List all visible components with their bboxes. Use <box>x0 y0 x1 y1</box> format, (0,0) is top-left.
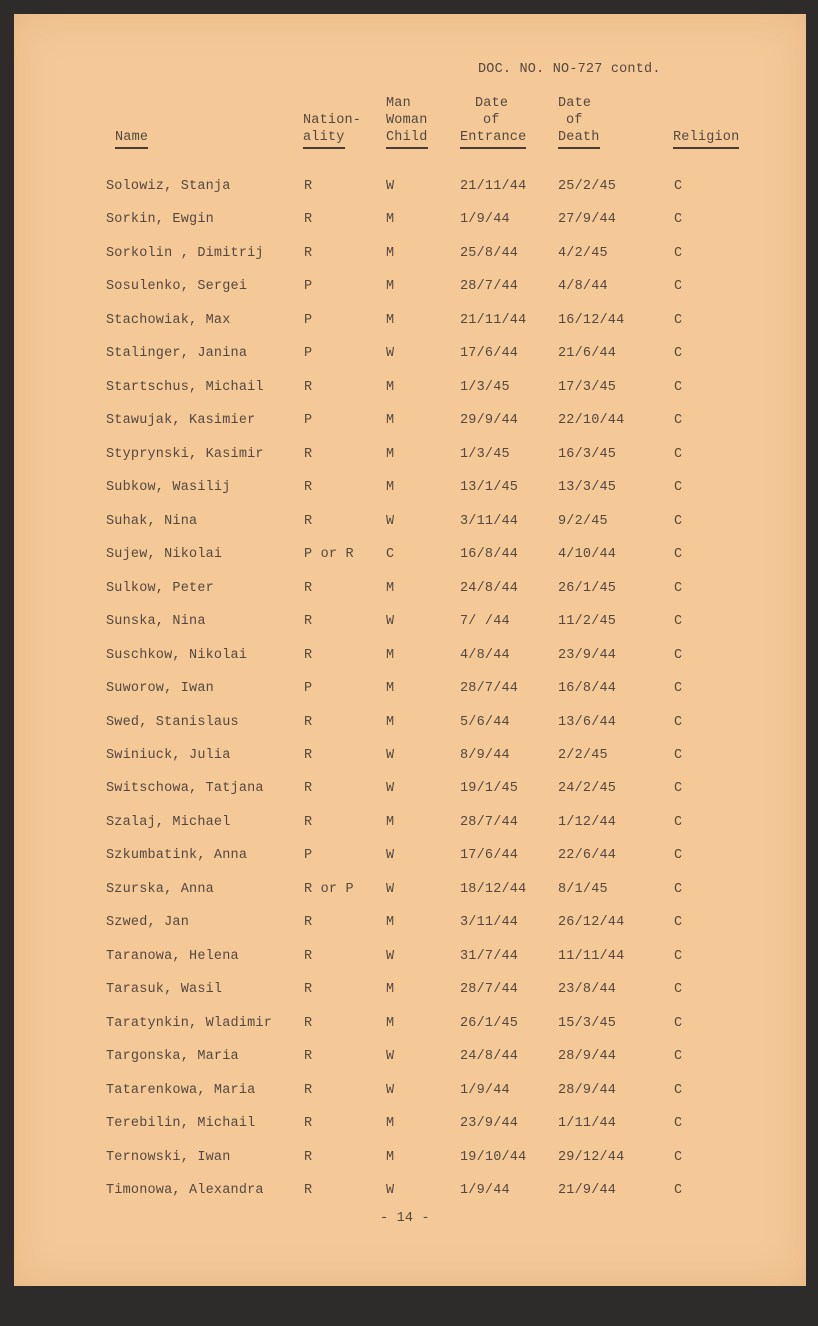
religion-cell: C <box>674 1183 683 1198</box>
nationality-cell: R <box>304 1150 313 1165</box>
nationality-cell: R <box>304 480 313 495</box>
nationality-cell: R <box>304 949 313 964</box>
religion-cell: C <box>674 514 683 529</box>
nationality-cell: P <box>304 681 313 696</box>
mwc-cell: M <box>386 715 395 730</box>
mwc-cell: M <box>386 648 395 663</box>
header-mwc-line-2: Woman <box>386 113 428 128</box>
entrance-date-cell: 19/10/44 <box>460 1150 527 1165</box>
religion-cell: C <box>674 1016 683 1031</box>
mwc-cell: W <box>386 514 395 529</box>
religion-cell: C <box>674 1150 683 1165</box>
name-cell: Ternowski, Iwan <box>106 1150 231 1165</box>
entrance-date-cell: 1/9/44 <box>460 1183 510 1198</box>
mwc-cell: M <box>386 982 395 997</box>
entrance-date-cell: 19/1/45 <box>460 781 519 796</box>
name-cell: Suhak, Nina <box>106 514 198 529</box>
header-death-line-2: of <box>566 113 583 128</box>
header-mwc-line-1: Man <box>386 96 411 111</box>
entrance-date-cell: 28/7/44 <box>460 815 519 830</box>
mwc-cell: M <box>386 1150 395 1165</box>
entrance-date-cell: 5/6/44 <box>460 715 510 730</box>
entrance-date-cell: 1/9/44 <box>460 212 510 227</box>
mwc-cell: W <box>386 614 395 629</box>
document-page <box>14 14 806 1286</box>
entrance-date-cell: 17/6/44 <box>460 848 519 863</box>
nationality-cell: R <box>304 614 313 629</box>
entrance-date-cell: 21/11/44 <box>460 179 527 194</box>
name-cell: Subkow, Wasilij <box>106 480 231 495</box>
mwc-cell: M <box>386 581 395 596</box>
nationality-cell: P <box>304 313 313 328</box>
header-religion: Religion <box>673 130 739 149</box>
mwc-cell: W <box>386 1083 395 1098</box>
mwc-cell: M <box>386 1016 395 1031</box>
mwc-cell: M <box>386 915 395 930</box>
religion-cell: C <box>674 179 683 194</box>
name-cell: Suworow, Iwan <box>106 681 214 696</box>
mwc-cell: W <box>386 848 395 863</box>
religion-cell: C <box>674 915 683 930</box>
nationality-cell: R <box>304 581 313 596</box>
death-date-cell: 8/1/45 <box>558 882 608 897</box>
death-date-cell: 4/8/44 <box>558 279 608 294</box>
religion-cell: C <box>674 949 683 964</box>
entrance-date-cell: 28/7/44 <box>460 681 519 696</box>
name-cell: Taranowa, Helena <box>106 949 239 964</box>
doc-number: DOC. NO. NO-727 contd. <box>478 62 661 77</box>
nationality-cell: R <box>304 982 313 997</box>
header-entrance-line-3: Entrance <box>460 130 526 149</box>
entrance-date-cell: 28/7/44 <box>460 279 519 294</box>
nationality-cell: P or R <box>304 547 354 562</box>
nationality-cell: R <box>304 246 313 261</box>
entrance-date-cell: 29/9/44 <box>460 413 519 428</box>
mwc-cell: M <box>386 380 395 395</box>
religion-cell: C <box>674 982 683 997</box>
name-cell: Switschowa, Tatjana <box>106 781 264 796</box>
mwc-cell: M <box>386 279 395 294</box>
religion-cell: C <box>674 1083 683 1098</box>
name-cell: Swiniuck, Julia <box>106 748 231 763</box>
mwc-cell: M <box>386 815 395 830</box>
religion-cell: C <box>674 212 683 227</box>
death-date-cell: 16/12/44 <box>558 313 625 328</box>
death-date-cell: 29/12/44 <box>558 1150 625 1165</box>
name-cell: Tarasuk, Wasil <box>106 982 223 997</box>
mwc-cell: M <box>386 480 395 495</box>
death-date-cell: 16/3/45 <box>558 447 617 462</box>
death-date-cell: 23/9/44 <box>558 648 617 663</box>
header-entrance-line-1: Date <box>475 96 509 111</box>
name-cell: Szurska, Anna <box>106 882 214 897</box>
header-death-line-3: Death <box>558 130 600 149</box>
death-date-cell: 25/2/45 <box>558 179 617 194</box>
name-cell: Szwed, Jan <box>106 915 190 930</box>
nationality-cell: R <box>304 815 313 830</box>
header-mwc-line-3: Child <box>386 130 428 149</box>
religion-cell: C <box>674 547 683 562</box>
entrance-date-cell: 16/8/44 <box>460 547 519 562</box>
death-date-cell: 16/8/44 <box>558 681 617 696</box>
death-date-cell: 26/1/45 <box>558 581 617 596</box>
death-date-cell: 2/2/45 <box>558 748 608 763</box>
death-date-cell: 1/12/44 <box>558 815 617 830</box>
religion-cell: C <box>674 346 683 361</box>
death-date-cell: 28/9/44 <box>558 1083 617 1098</box>
religion-cell: C <box>674 246 683 261</box>
death-date-cell: 13/3/45 <box>558 480 617 495</box>
mwc-cell: M <box>386 246 395 261</box>
mwc-cell: M <box>386 413 395 428</box>
mwc-cell: W <box>386 781 395 796</box>
death-date-cell: 17/3/45 <box>558 380 617 395</box>
name-cell: Szalaj, Michael <box>106 815 231 830</box>
death-date-cell: 23/8/44 <box>558 982 617 997</box>
death-date-cell: 11/11/44 <box>558 949 625 964</box>
entrance-date-cell: 31/7/44 <box>460 949 519 964</box>
mwc-cell: W <box>386 1049 395 1064</box>
nationality-cell: R <box>304 1183 313 1198</box>
religion-cell: C <box>674 581 683 596</box>
nationality-cell: P <box>304 848 313 863</box>
name-cell: Sulkow, Peter <box>106 581 214 596</box>
name-cell: Taratynkin, Wladimir <box>106 1016 273 1031</box>
nationality-cell: R <box>304 447 313 462</box>
religion-cell: C <box>674 815 683 830</box>
name-cell: Targonska, Maria <box>106 1049 239 1064</box>
nationality-cell: R <box>304 915 313 930</box>
name-cell: Styprynski, Kasimir <box>106 447 264 462</box>
entrance-date-cell: 7/ /44 <box>460 614 510 629</box>
death-date-cell: 27/9/44 <box>558 212 617 227</box>
religion-cell: C <box>674 681 683 696</box>
religion-cell: C <box>674 1116 683 1131</box>
nationality-cell: R <box>304 1016 313 1031</box>
nationality-cell: R <box>304 781 313 796</box>
entrance-date-cell: 17/6/44 <box>460 346 519 361</box>
name-cell: Sorkin, Ewgin <box>106 212 214 227</box>
entrance-date-cell: 1/9/44 <box>460 1083 510 1098</box>
entrance-date-cell: 8/9/44 <box>460 748 510 763</box>
nationality-cell: R <box>304 212 313 227</box>
death-date-cell: 28/9/44 <box>558 1049 617 1064</box>
death-date-cell: 4/10/44 <box>558 547 617 562</box>
name-cell: Sujew, Nikolai <box>106 547 223 562</box>
page-number: - 14 - <box>380 1211 430 1226</box>
entrance-date-cell: 3/11/44 <box>460 514 519 529</box>
religion-cell: C <box>674 848 683 863</box>
name-cell: Sorkolin , Dimitrij <box>106 246 264 261</box>
death-date-cell: 4/2/45 <box>558 246 608 261</box>
religion-cell: C <box>674 413 683 428</box>
name-cell: Swed, Stanislaus <box>106 715 239 730</box>
header-entrance-line-2: of <box>483 113 500 128</box>
religion-cell: C <box>674 1049 683 1064</box>
death-date-cell: 21/9/44 <box>558 1183 617 1198</box>
nationality-cell: P <box>304 413 313 428</box>
religion-cell: C <box>674 614 683 629</box>
entrance-date-cell: 23/9/44 <box>460 1116 519 1131</box>
nationality-cell: R <box>304 380 313 395</box>
mwc-cell: W <box>386 179 395 194</box>
religion-cell: C <box>674 380 683 395</box>
mwc-cell: C <box>386 547 395 562</box>
religion-cell: C <box>674 480 683 495</box>
death-date-cell: 13/6/44 <box>558 715 617 730</box>
mwc-cell: W <box>386 882 395 897</box>
name-cell: Startschus, Michail <box>106 380 264 395</box>
death-date-cell: 22/6/44 <box>558 848 617 863</box>
name-cell: Stachowiak, Max <box>106 313 231 328</box>
name-cell: Stalinger, Janina <box>106 346 248 361</box>
mwc-cell: M <box>386 681 395 696</box>
death-date-cell: 11/2/45 <box>558 614 617 629</box>
entrance-date-cell: 24/8/44 <box>460 581 519 596</box>
entrance-date-cell: 28/7/44 <box>460 982 519 997</box>
death-date-cell: 24/2/45 <box>558 781 617 796</box>
entrance-date-cell: 26/1/45 <box>460 1016 519 1031</box>
death-date-cell: 21/6/44 <box>558 346 617 361</box>
entrance-date-cell: 1/3/45 <box>460 380 510 395</box>
nationality-cell: R <box>304 1116 313 1131</box>
entrance-date-cell: 1/3/45 <box>460 447 510 462</box>
death-date-cell: 15/3/45 <box>558 1016 617 1031</box>
entrance-date-cell: 3/11/44 <box>460 915 519 930</box>
name-cell: Solowiz, Stanja <box>106 179 231 194</box>
name-cell: Timonowa, Alexandra <box>106 1183 264 1198</box>
name-cell: Stawujak, Kasimier <box>106 413 256 428</box>
name-cell: Tatarenkowa, Maria <box>106 1083 256 1098</box>
entrance-date-cell: 18/12/44 <box>460 882 527 897</box>
nationality-cell: P <box>304 346 313 361</box>
name-cell: Suschkow, Nikolai <box>106 648 248 663</box>
religion-cell: C <box>674 781 683 796</box>
mwc-cell: W <box>386 346 395 361</box>
nationality-cell: R <box>304 514 313 529</box>
religion-cell: C <box>674 748 683 763</box>
nationality-cell: R <box>304 1049 313 1064</box>
nationality-cell: R <box>304 1083 313 1098</box>
death-date-cell: 9/2/45 <box>558 514 608 529</box>
nationality-cell: R <box>304 715 313 730</box>
mwc-cell: M <box>386 212 395 227</box>
nationality-cell: R <box>304 648 313 663</box>
name-cell: Terebilin, Michail <box>106 1116 256 1131</box>
name-cell: Sunska, Nina <box>106 614 206 629</box>
nationality-cell: R <box>304 748 313 763</box>
religion-cell: C <box>674 715 683 730</box>
nationality-cell: P <box>304 279 313 294</box>
entrance-date-cell: 13/1/45 <box>460 480 519 495</box>
header-nationality-line-2: Nation- <box>303 113 362 128</box>
mwc-cell: W <box>386 748 395 763</box>
header-name: Name <box>115 130 148 149</box>
entrance-date-cell: 4/8/44 <box>460 648 510 663</box>
death-date-cell: 22/10/44 <box>558 413 625 428</box>
mwc-cell: M <box>386 1116 395 1131</box>
nationality-cell: R <box>304 179 313 194</box>
mwc-cell: W <box>386 949 395 964</box>
nationality-cell: R or P <box>304 882 354 897</box>
header-death-line-1: Date <box>558 96 592 111</box>
header-nationality-line-3: ality <box>303 130 345 149</box>
name-cell: Szkumbatink, Anna <box>106 848 248 863</box>
mwc-cell: W <box>386 1183 395 1198</box>
religion-cell: C <box>674 313 683 328</box>
mwc-cell: M <box>386 313 395 328</box>
death-date-cell: 1/11/44 <box>558 1116 617 1131</box>
death-date-cell: 26/12/44 <box>558 915 625 930</box>
religion-cell: C <box>674 447 683 462</box>
religion-cell: C <box>674 279 683 294</box>
religion-cell: C <box>674 648 683 663</box>
mwc-cell: M <box>386 447 395 462</box>
entrance-date-cell: 24/8/44 <box>460 1049 519 1064</box>
entrance-date-cell: 25/8/44 <box>460 246 519 261</box>
religion-cell: C <box>674 882 683 897</box>
entrance-date-cell: 21/11/44 <box>460 313 527 328</box>
name-cell: Sosulenko, Sergei <box>106 279 248 294</box>
